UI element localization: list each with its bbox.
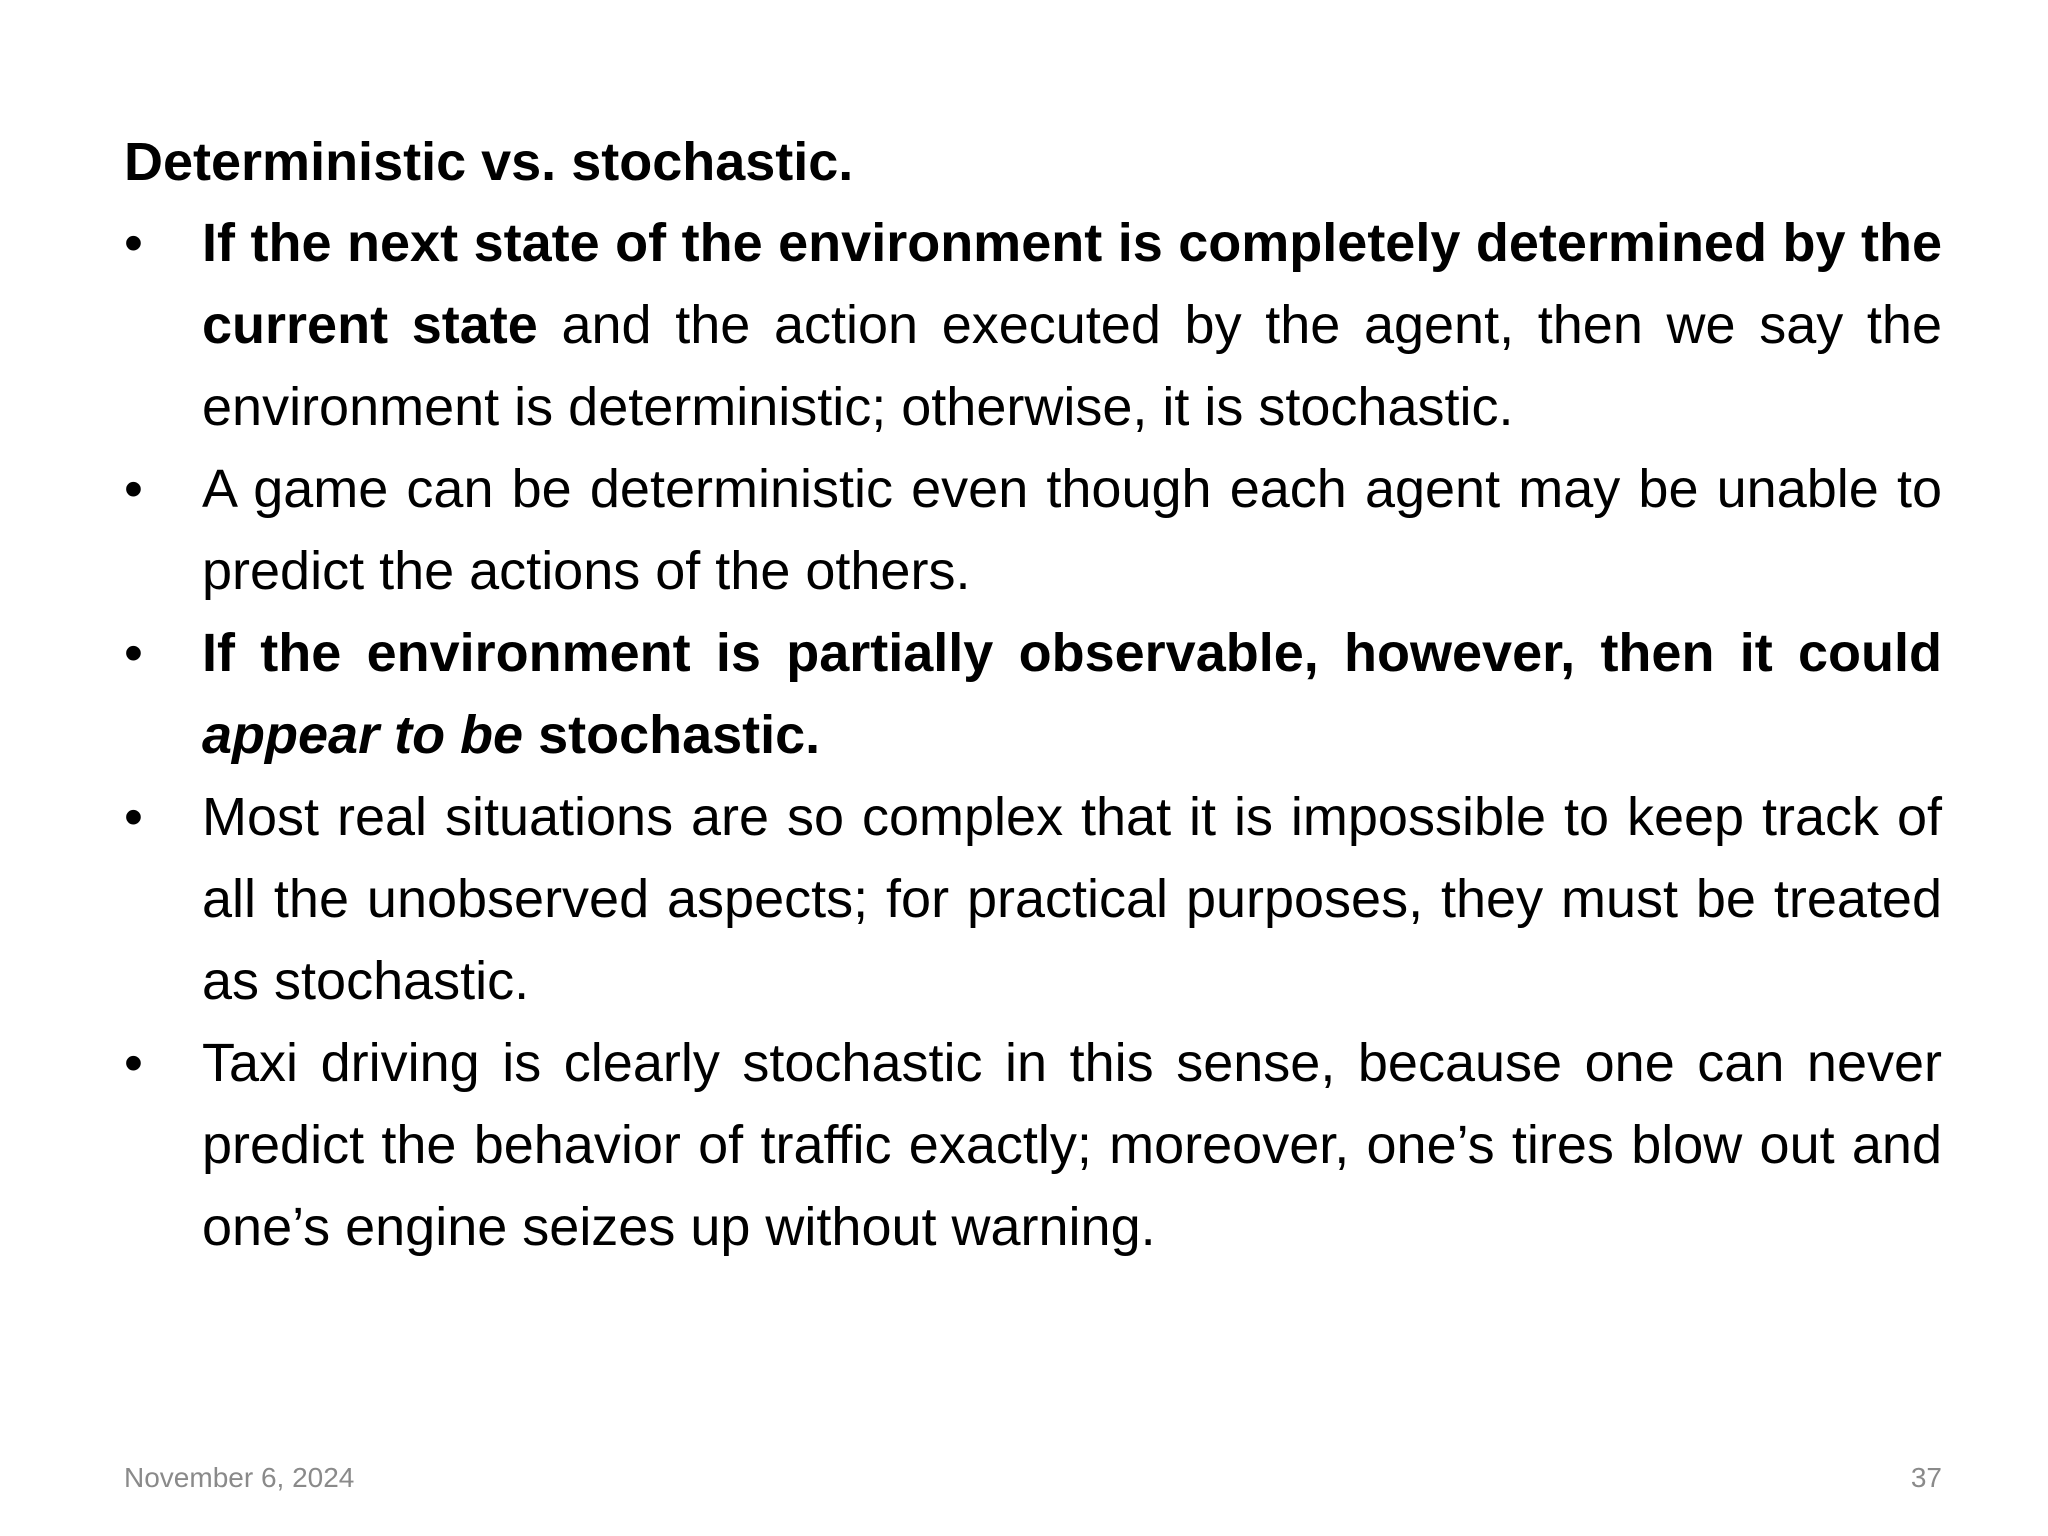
bullet-bold-italic-text: appear to be: [202, 705, 524, 765]
bullet-bold-text: If the environment is partially observable, however, then it could: [202, 623, 1942, 683]
bullet-text: Taxi driving is clearly stochastic in this sense, because one can never predict the behavior of traffic exactly; moreover, one’s tires blow out and one’s engine seizes up without warning.: [202, 1033, 1942, 1257]
footer-date: November 6, 2024: [124, 1462, 355, 1493]
bullet-dot-icon: •: [124, 213, 143, 273]
slide-heading: Deterministic vs. stochastic.: [124, 132, 854, 192]
bullet-item-real-situations: [124, 776, 1942, 1022]
bullet-dot-icon: •: [124, 1033, 143, 1093]
bullet-text: A game can be deterministic even though each agent may be unable to predict the actions of the others.: [202, 459, 1942, 601]
bullet-dot-icon: •: [124, 623, 143, 683]
bullet-text: Most real situations are so complex that it is impossible to keep track of all the unobserved aspects; for practical purposes, they must be treated as stochastic.: [202, 787, 1942, 1011]
bullet-item-deterministic-definition: [124, 202, 1942, 448]
bullet-bold-text: If the next state of the environment is completely determined by the current state: [202, 213, 1942, 355]
bullet-item-partially-observable: [124, 612, 1942, 776]
bullet-item-game: [124, 448, 1942, 612]
bullet-dot-icon: •: [124, 787, 143, 847]
slide-content: [124, 122, 1942, 1268]
bullet-list: [124, 202, 1942, 1268]
bullet-dot-icon: •: [124, 459, 143, 519]
bullet-bold-text-end: stochastic.: [523, 705, 821, 765]
bullet-text: and the action executed by the agent, then we say the environment is deterministic; otherwise, it is stochastic.: [202, 295, 1942, 437]
bullet-item-taxi-driving: [124, 1022, 1942, 1268]
footer-page-number: 37: [1910, 1462, 1942, 1493]
